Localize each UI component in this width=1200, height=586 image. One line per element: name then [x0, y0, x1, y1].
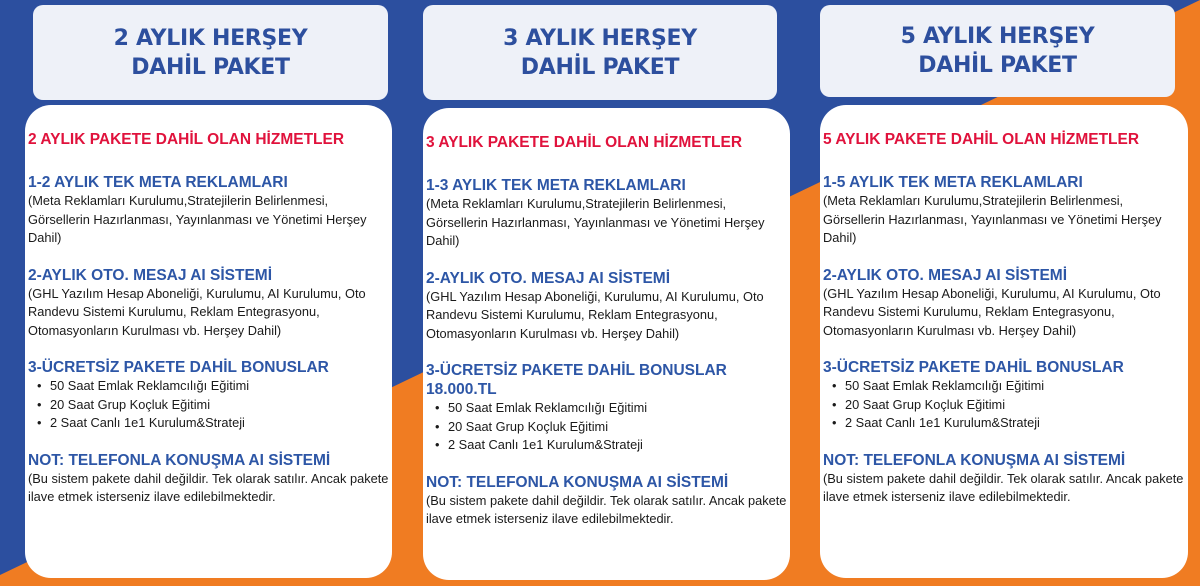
package-title-line1: 5 AYLIK HERŞEY	[900, 24, 1095, 49]
bonus-item: • 50 Saat Emlak Reklamcılığı Eğitimi	[823, 377, 1185, 396]
note-description: (Bu sistem pakete dahil değildir. Tek olarak satılır. Ancak pakete ilave etmek isterseniz ilave edilebilmektedir.	[823, 470, 1184, 504]
bonus-list	[823, 377, 1185, 433]
package-title-line2: DAHİL PAKET	[131, 54, 290, 80]
package-card	[423, 108, 790, 580]
services-heading: 2 AYLIK PAKETE DAHİL OLAN HİZMETLER	[28, 131, 345, 148]
meta-description: (Meta Reklamları Kurulumu,Stratejilerin Belirlenmesi, Görsellerin Hazırlanması, Yayınlanması ve Yönetimi Herşey Dahil)	[823, 193, 1162, 245]
meta-description: (Meta Reklamları Kurulumu,Stratejilerin Belirlenmesi, Görsellerin Hazırlanması, Yayınlanması ve Yönetimi Herşey Dahil)	[28, 193, 367, 245]
ai-description: (GHL Yazılım Hesap Aboneliği, Kurulumu, AI Kurulumu, Oto Randevu Sistemi Kurulumu, Reklam Entegrasyonu, Otomasyonların Kurulması vb. Herşey Dahil)	[823, 285, 1161, 338]
bonus-list	[426, 399, 787, 455]
bonus-item: • 50 Saat Emlak Reklamcılığı Eğitimi	[426, 399, 787, 418]
ai-heading: 2-AYLIK OTO. MESAJ AI SİSTEMİ	[28, 266, 273, 284]
services-heading: 5 AYLIK PAKETE DAHİL OLAN HİZMETLER	[823, 131, 1140, 148]
note-heading: NOT: TELEFONLA KONUŞMA AI SİSTEMİ	[28, 451, 331, 469]
package-title-box	[423, 5, 777, 100]
package-title-line1: 3 AYLIK HERŞEY	[503, 25, 697, 51]
ai-description: (GHL Yazılım Hesap Aboneliği, Kurulumu, AI Kurulumu, Oto Randevu Sistemi Kurulumu, Reklam Entegrasyonu, Otomasyonların Kurulması vb. Herşey Dahil)	[426, 288, 764, 341]
ai-heading: 2-AYLIK OTO. MESAJ AI SİSTEMİ	[426, 269, 671, 287]
ai-heading: 2-AYLIK OTO. MESAJ AI SİSTEMİ	[823, 266, 1068, 284]
package-title-line2: DAHİL PAKET	[520, 54, 680, 80]
package-title-line2: DAHİL PAKET	[918, 53, 1077, 78]
bonus-item: • 2 Saat Canlı 1e1 Kurulum&Strateji	[28, 414, 389, 433]
bonus-heading: 3-ÜCRETSİZ PAKETE DAHİL BONUSLAR	[28, 359, 329, 376]
package-card	[25, 105, 392, 578]
meta-heading: 1-3 AYLIK TEK META REKLAMLARI	[426, 177, 686, 194]
bonus-item: • 50 Saat Emlak Reklamcılığı Eğitimi	[28, 377, 389, 396]
bonus-item: • 20 Saat Grup Koçluk Eğitimi	[28, 396, 389, 415]
ai-description: (GHL Yazılım Hesap Aboneliği, Kurulumu, AI Kurulumu, Oto Randevu Sistemi Kurulumu, Reklam Entegrasyonu, Otomasyonların Kurulması vb. Herşey Dahil)	[28, 285, 366, 338]
bonus-item: • 20 Saat Grup Koçluk Eğitimi	[426, 418, 787, 437]
bonus-item: • 2 Saat Canlı 1e1 Kurulum&Strateji	[426, 436, 787, 455]
bonus-list	[28, 377, 389, 433]
meta-description: (Meta Reklamları Kurulumu,Stratejilerin Belirlenmesi, Görsellerin Hazırlanması, Yayınlanması ve Yönetimi Herşey Dahil)	[426, 196, 765, 248]
meta-heading: 1-5 AYLIK TEK META REKLAMLARI	[823, 174, 1083, 191]
note-heading: NOT: TELEFONLA KONUŞMA AI SİSTEMİ	[426, 473, 729, 491]
note-description: (Bu sistem pakete dahil değildir. Tek olarak satılır. Ancak pakete ilave etmek isterseniz ilave edilebilmektedir.	[426, 492, 787, 526]
package-title-box	[820, 5, 1175, 97]
bonus-heading: 3-ÜCRETSİZ PAKETE DAHİL BONUSLAR	[823, 359, 1124, 376]
bonus-item: • 20 Saat Grup Koçluk Eğitimi	[823, 396, 1185, 415]
package-title-box	[33, 5, 388, 100]
note-heading: NOT: TELEFONLA KONUŞMA AI SİSTEMİ	[823, 451, 1126, 469]
meta-heading: 1-2 AYLIK TEK META REKLAMLARI	[28, 174, 288, 191]
bonus-heading: 3-ÜCRETSİZ PAKETE DAHİL BONUSLAR 18.000.TL	[426, 362, 727, 398]
bonus-item: • 2 Saat Canlı 1e1 Kurulum&Strateji	[823, 414, 1185, 433]
services-heading: 3 AYLIK PAKETE DAHİL OLAN HİZMETLER	[426, 134, 743, 151]
package-title-line1: 2 AYLIK HERŞEY	[113, 25, 308, 51]
note-description: (Bu sistem pakete dahil değildir. Tek olarak satılır. Ancak pakete ilave etmek isterseniz ilave edilebilmektedir.	[28, 470, 389, 504]
package-card	[820, 105, 1188, 578]
